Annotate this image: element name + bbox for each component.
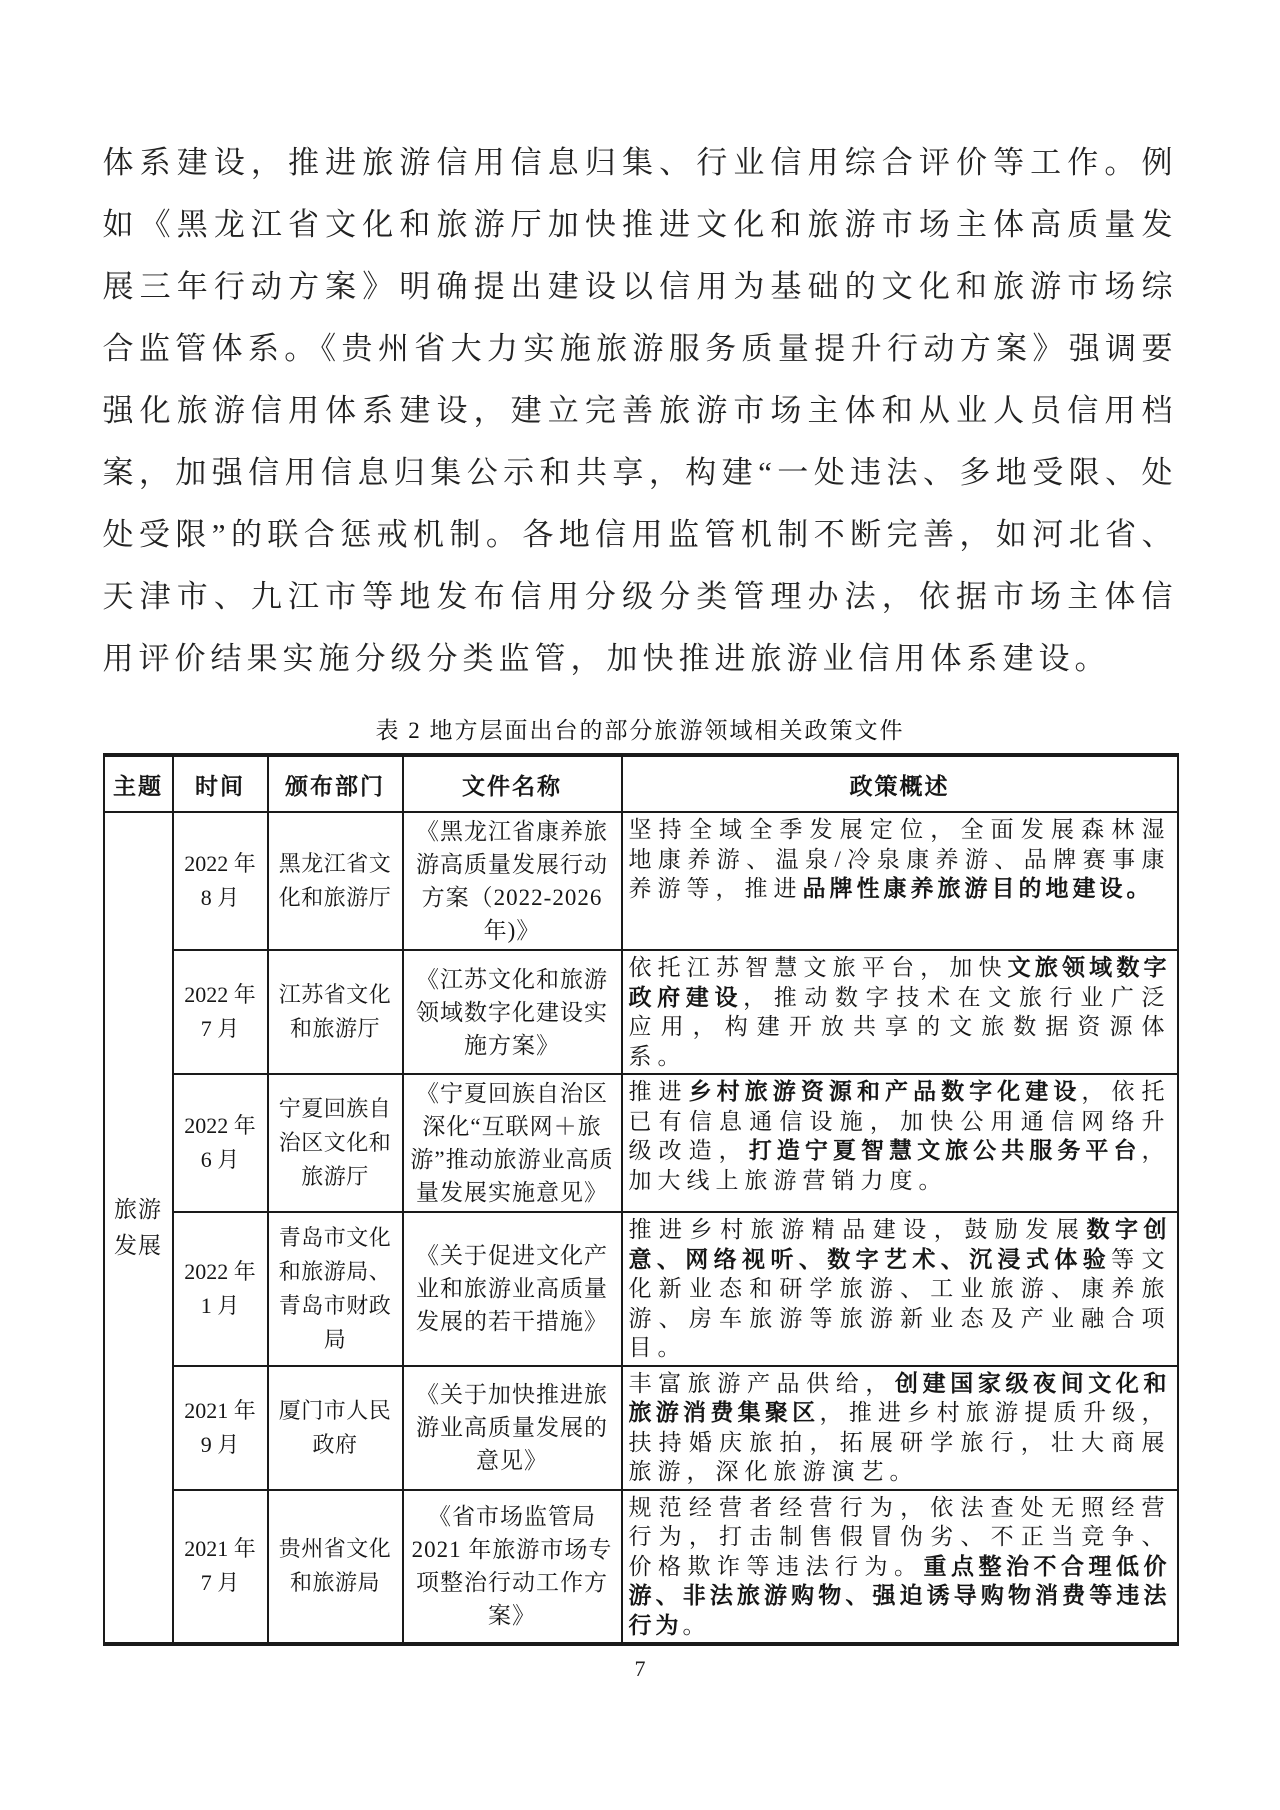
cell-dept: 江苏省文化和旅游厅 [268,950,403,1074]
summary-emphasis-text: 文旅领域数字政府建设 [628,954,1171,1010]
cell-dept: 贵州省文化和旅游局 [268,1490,403,1645]
summary-emphasis-text: 创建国家级夜间文化和旅游消费集聚区 [628,1369,1171,1425]
summary-text: ，推进乡村旅游提质升级，扶持婚庆旅拍，拓展研学旅行，壮大商展旅游，深化旅游演艺。 [628,1400,1171,1484]
table-row [104,1490,1178,1645]
summary-text: 规范经营者经营行为，依法查处无照经营行为，打击制售假冒伪劣、不正当竞争、价格欺诈等违法行为。 [628,1494,1171,1579]
time-month: 1 月 [200,1292,240,1318]
cell-doc: 《关于加快推进旅游业高质量发展的意见》 [403,1366,622,1490]
cell-doc: 《关于促进文化产业和旅游业高质量发展的若干措施》 [403,1212,622,1366]
cell-dept: 青岛市文化和旅游局、青岛市财政局 [268,1212,403,1366]
summary-text: ，依托已有信息通信设施，加快公用通信网络升级改造， [628,1079,1171,1163]
summary-text: 依托江苏智慧文旅平台，加快 [628,955,1008,980]
page-number: 7 [634,1656,646,1681]
table-row [104,1074,1178,1212]
cell-doc: 《宁夏回族自治区深化“互联网＋旅游”推动旅游业高质量发展实施意见》 [403,1074,622,1212]
summary-emphasis-text: 重点整治不合理低价游、非法旅游购物、强迫诱导购物消费等违法行为 [628,1552,1171,1638]
cell-doc: 《江苏文化和旅游领域数字化建设实施方案》 [403,950,622,1074]
time-month: 7 月 [200,1016,240,1041]
summary-text: 坚持全域全季发展定位，全面发展森林湿地康养游、温泉/冷泉康养游、品牌赛事康养游等，推进 [628,817,1171,901]
summary-text: 推进乡村旅游精品建设，鼓励发展 [628,1217,1087,1242]
cell-time [173,812,268,950]
summary-text: ，加大线上旅游营销力度。 [628,1138,1171,1193]
header-doc: 文件名称 [403,755,622,812]
table-header-row [104,755,1178,812]
cell-time [173,1490,268,1645]
time-year: 2022 年 [184,1113,256,1138]
header-summary: 政策概述 [622,755,1178,812]
cell-time [173,1212,268,1366]
page-content [103,0,1178,1646]
summary-emphasis-text: 乡村旅游资源和产品数字化建设 [688,1078,1082,1104]
body-paragraph: 体系建设，推进旅游信用信息归集、行业信用综合评价等工作。例如《黑龙江省文化和旅游厅加快推进文化和旅游市场主体高质量发展三年行动方案》明确提出建设以信用为基础的文化和旅游市场综合监管体系。《贵州省大力实施旅游服务质量提升行动方案》强调要强化旅游信用体系建设，建立完善旅游市场主体和从业人员信用档案，加强信用信息归集公示和共享，构建“一处违法、多地受限、处处受限”的联合惩戒机制。各地信用监管机制不断完善，如河北省、天津市、九江市等地发布信用分级分类管理办法，依据市场主体信用评价结果实施分级分类监管，加快推进旅游业信用体系建设。 [102,145,1178,676]
cell-time [173,1366,268,1490]
summary-text: 推进 [628,1079,689,1104]
cell-time [173,1074,268,1212]
summary-emphasis-text: 品牌性康养旅游目的地建设。 [802,875,1154,901]
theme-line1: 旅游 [114,1196,162,1222]
table-caption: 表 2 地方层面出台的部分旅游领域相关政策文件 [375,718,905,743]
header-dept: 颁布部门 [268,755,403,812]
summary-text: ，推动数字技术在文旅行业广泛应用，构建开放共享的文旅数据资源体系。 [628,984,1171,1069]
table-row [104,1212,1178,1366]
summary-text: 。 [682,1612,712,1638]
time-year: 2021 年 [184,1536,256,1562]
table-row [104,812,1178,950]
time-month: 8 月 [200,885,240,910]
time-year: 2022 年 [184,1258,256,1284]
cell-summary [622,1074,1178,1212]
cell-summary [622,1212,1178,1366]
cell-theme [104,812,173,1644]
cell-summary [622,812,1178,950]
theme-line2: 发展 [114,1232,162,1258]
cell-dept: 厦门市人民政府 [268,1366,403,1490]
time-month: 7 月 [200,1570,240,1596]
cell-time [173,950,268,1074]
header-time: 时间 [173,755,268,812]
cell-summary [622,1366,1178,1490]
summary-text: 丰富旅游产品供给， [628,1370,895,1396]
header-theme: 主题 [104,755,173,812]
policy-table [103,753,1179,1646]
time-month: 9 月 [200,1431,240,1457]
cell-summary [622,950,1178,1074]
table-row [104,1366,1178,1490]
cell-doc: 《省市场监管局 2021 年旅游市场专项整治行动工作方案》 [403,1490,622,1645]
summary-emphasis-text: 数字创意、网络视听、数字艺术、沉浸式体验 [628,1216,1171,1272]
time-year: 2021 年 [184,1397,256,1423]
time-year: 2022 年 [184,851,256,876]
cell-doc: 《黑龙江省康养旅游高质量发展行动方案（2022-2026 年)》 [403,812,622,950]
time-month: 6 月 [200,1147,240,1172]
cell-dept: 黑龙江省文化和旅游厅 [268,812,403,950]
table-row [104,950,1178,1074]
time-year: 2022 年 [184,982,256,1007]
summary-emphasis-text: 打造宁夏智慧文旅公共服务平台 [748,1137,1142,1163]
cell-dept: 宁夏回族自治区文化和旅游厅 [268,1074,403,1212]
cell-summary [622,1490,1178,1645]
summary-text: 等文化新业态和研学旅游、工业旅游、康养旅游、房车旅游等旅游新业态及产业融合项目。 [628,1246,1171,1360]
